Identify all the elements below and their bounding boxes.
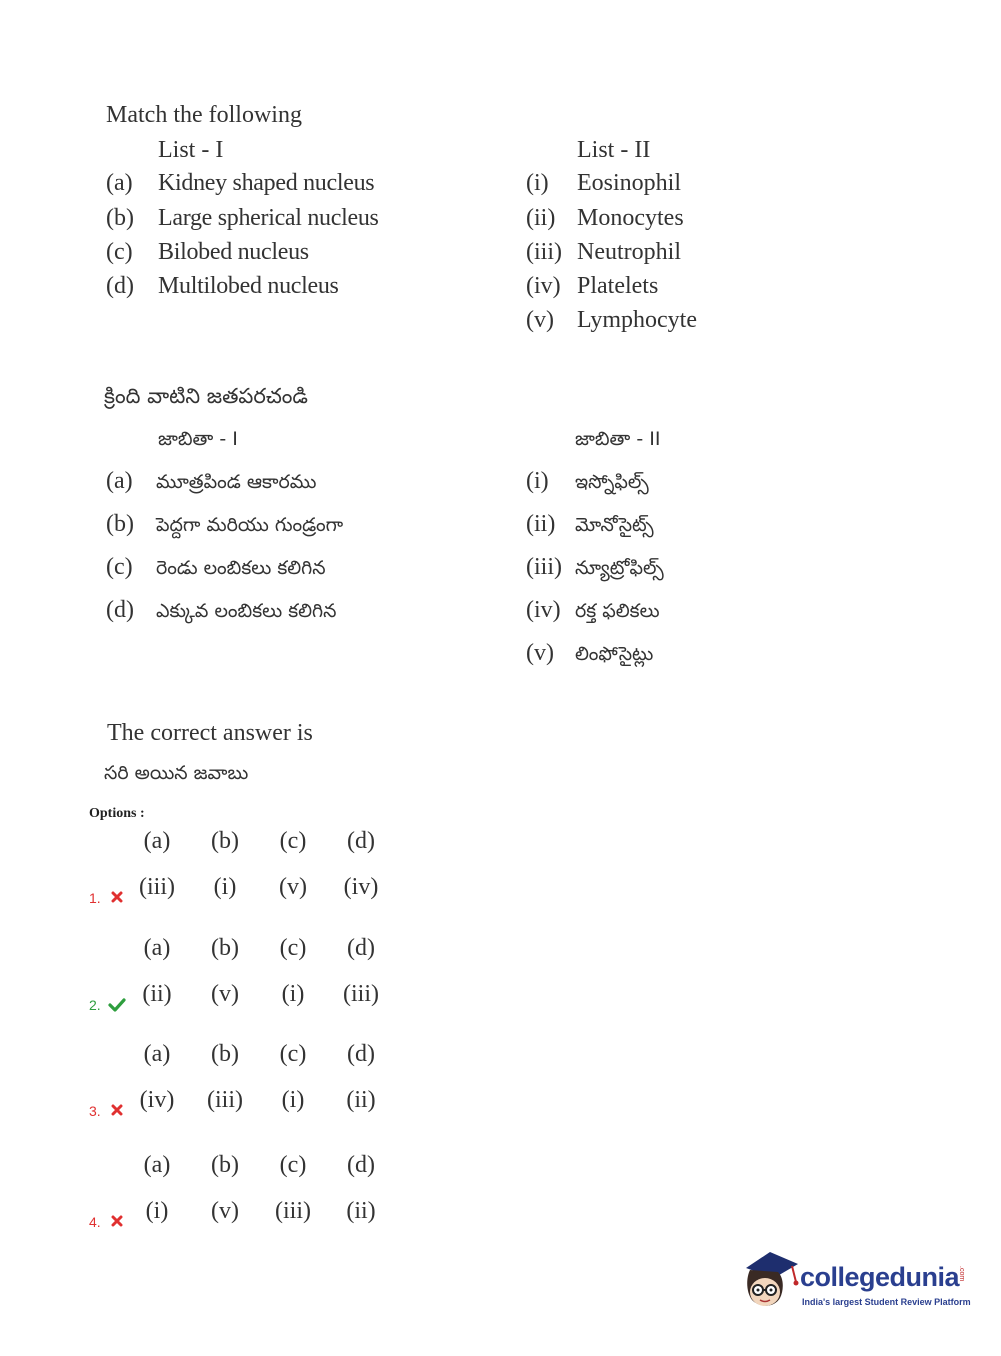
option-value-cell: (iv) [139,1087,175,1113]
option-header-cell: (c) [279,828,307,854]
option-header-cell: (b) [211,1152,239,1178]
list1-telugu-item: మూత్రపిండ ఆకారము [156,471,317,493]
list1-telugu-item: పెద్దగా మరియు గుండ్రంగా [156,514,344,536]
option-header-cell: (b) [211,935,239,961]
option-header-cell: (c) [279,1152,307,1178]
list1-telugu-key: (b) [106,511,134,537]
list2-telugu-key: (iii) [526,554,562,580]
option-header-cell: (d) [347,1152,375,1178]
option-value-cell: (ii) [346,1087,376,1113]
list2-telugu-key: (v) [526,640,554,666]
check-icon [108,997,126,1018]
list2-header-telugu: జాబితా - II [575,428,661,450]
option-value-cell: (iii) [275,1198,311,1224]
list1-header-telugu: జాబితా - I [158,428,238,450]
option-value-cell: (i) [213,874,237,900]
collegedunia-logo [740,1248,970,1318]
list1-header: List - I [158,137,224,163]
list2-key: (iii) [526,239,562,265]
option-header-cell: (d) [347,935,375,961]
answer-prompt-telugu: సరి అయిన జవాబు [104,762,249,784]
list2-header: List - II [577,137,651,163]
cross-icon [111,890,123,908]
mascot-icon [740,1248,800,1314]
option-value-cell: (i) [145,1198,169,1224]
question-heading-telugu: క్రింది వాటిని జతపరచండి [104,384,308,408]
option-value-cell: (iii) [343,981,379,1007]
answer-prompt: The correct answer is [107,720,313,746]
option-value-cell: (iii) [207,1087,243,1113]
option-header-cell: (d) [347,828,375,854]
list2-item: Eosinophil [577,170,682,196]
option-header-cell: (a) [143,1041,171,1067]
list1-telugu-item: రెండు లంబికలు కలిగిన [156,557,326,579]
list1-telugu-key: (d) [106,597,134,623]
list2-telugu-item: ఇస్నోఫిల్స్ [575,471,649,493]
list2-key: (ii) [526,205,556,231]
option-value-cell: (i) [281,1087,305,1113]
list2-telugu-item: రక్త ఫలికలు [575,600,660,622]
option-header-cell: (a) [143,1152,171,1178]
list2-item: Neutrophil [577,239,681,265]
option-value-cell: (v) [279,874,307,900]
option-value-cell: (v) [211,1198,239,1224]
list1-item: Multilobed nucleus [158,273,339,299]
list2-telugu-item: మోనోసైట్స్ [575,514,654,536]
brand-suffix: .com [958,1266,965,1282]
option-value-cell: (ii) [142,981,172,1007]
list1-telugu-item: ఎక్కువ లంబికలు కలిగిన [156,600,337,622]
option-number: 3. [89,1103,101,1119]
list1-key: (b) [106,205,134,231]
option-value-cell: (iii) [139,874,175,900]
option-value-cell: (i) [281,981,305,1007]
brand-name: collegedunia [800,1262,960,1292]
option-number: 2. [89,997,101,1013]
list2-key: (iv) [526,273,561,299]
option-number: 4. [89,1214,101,1230]
cross-icon [111,1214,123,1232]
list2-telugu-item: న్యూట్రోఫిల్స్ [575,557,664,579]
option-value-cell: (ii) [346,1198,376,1224]
question-heading: Match the following [106,102,302,128]
list1-telugu-key: (c) [106,554,133,580]
list2-item: Lymphocyte [577,307,697,333]
list1-item: Large spherical nucleus [158,205,379,231]
option-header-cell: (a) [143,828,171,854]
option-header-cell: (b) [211,1041,239,1067]
option-value-cell: (v) [211,981,239,1007]
list2-telugu-key: (iv) [526,597,561,623]
list2-key: (i) [526,170,549,196]
list2-telugu-key: (i) [526,468,549,494]
list2-item: Platelets [577,273,659,299]
option-header-cell: (a) [143,935,171,961]
list1-item: Bilobed nucleus [158,239,309,265]
cross-icon [111,1103,123,1121]
option-header-cell: (c) [279,1041,307,1067]
list1-key: (a) [106,170,133,196]
option-number: 1. [89,890,101,906]
option-value-cell: (iv) [343,874,379,900]
list2-telugu-item: లింఫోసైట్లు [575,643,654,665]
brand-tagline: India's largest Student Review Platform [802,1297,971,1307]
list1-key: (d) [106,273,134,299]
option-header-cell: (c) [279,935,307,961]
list1-key: (c) [106,239,133,265]
list1-item: Kidney shaped nucleus [158,170,375,196]
list1-telugu-key: (a) [106,468,133,494]
list2-item: Monocytes [577,205,684,231]
options-label: Options : [89,806,145,821]
option-header-cell: (b) [211,828,239,854]
option-header-cell: (d) [347,1041,375,1067]
list2-key: (v) [526,307,554,333]
list2-telugu-key: (ii) [526,511,556,537]
